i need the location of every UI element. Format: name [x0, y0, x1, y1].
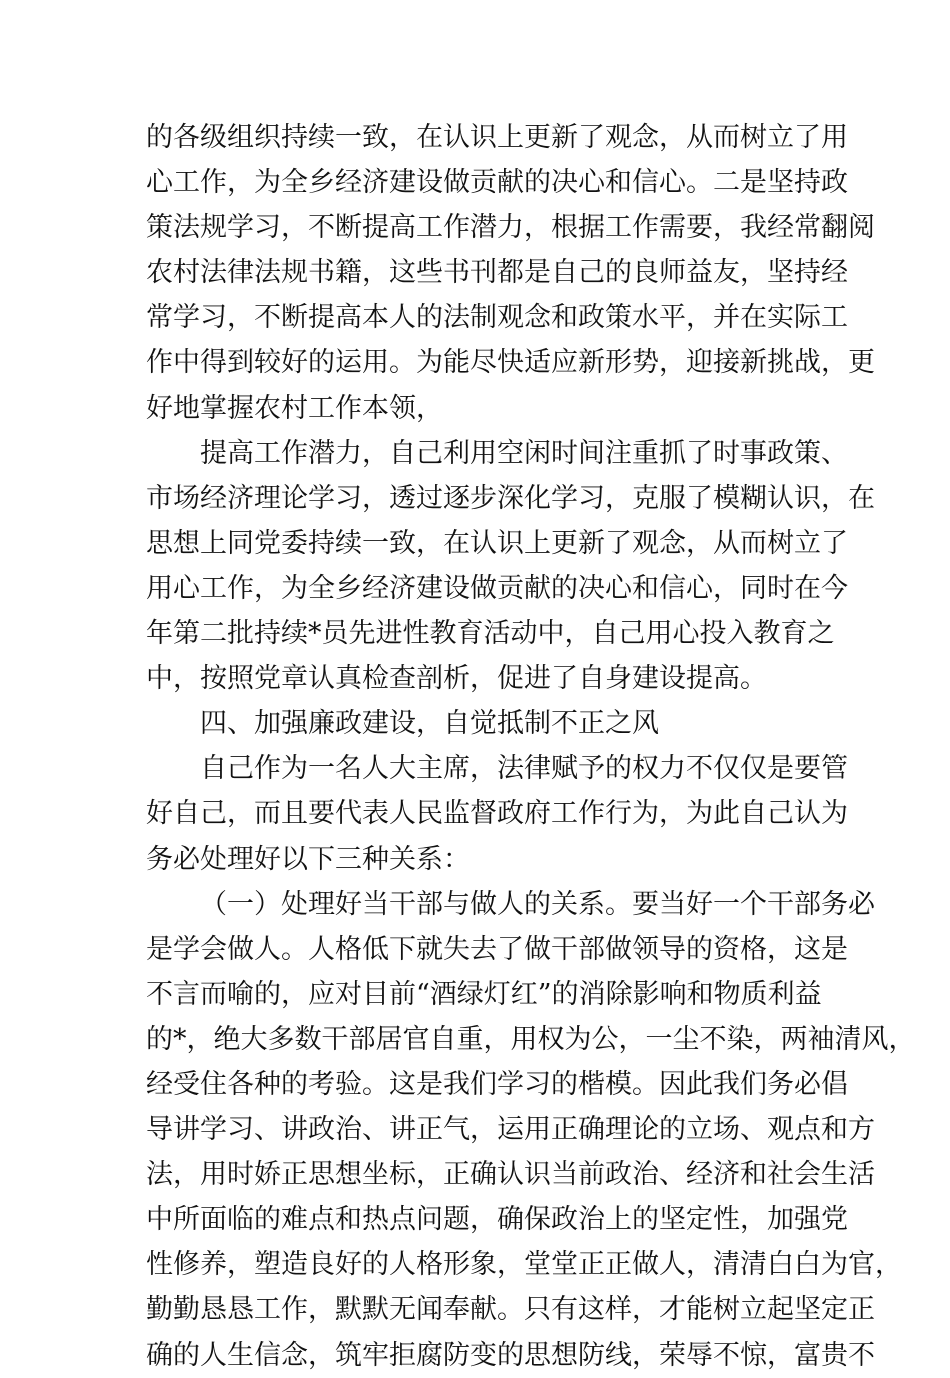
section-heading: 四、加强廉政建设，自觉抵制不正之风 — [200, 708, 659, 740]
text-line: 中所面临的难点和热点问题，确保政治上的坚定性，加强党 — [146, 1204, 848, 1236]
text-line: 常学习，不断提高本人的法制观念和政策水平，并在实际工 — [146, 302, 848, 334]
body-text — [146, 115, 916, 1378]
text-line: 市场经济理论学习，透过逐步深化学习，克服了模糊认识，在 — [146, 482, 875, 514]
text-line: 用心工作，为全乡经济建设做贡献的决心和信心，同时在今 — [146, 572, 848, 604]
text-line: 提高工作潜力，自己利用空闲时间注重抓了时事政策、 — [200, 437, 848, 469]
text-line: （一）处理好当干部与做人的关系。要当好一个干部务必 — [200, 888, 875, 920]
text-line: 勤勤恳恳工作，默默无闻奉献。只有这样，才能树立起坚定正 — [146, 1294, 875, 1326]
text-line: 思想上同党委持续一致，在认识上更新了观念，从而树立了 — [146, 527, 848, 559]
text-line: 自己作为一名人大主席，法律赋予的权力不仅仅是要管 — [200, 753, 848, 785]
text-line: 作中得到较好的运用。为能尽快适应新形势，迎接新挑战，更 — [146, 347, 875, 379]
text-line: 是学会做人。人格低下就失去了做干部做领导的资格，这是 — [146, 933, 848, 965]
text-line: 好自己，而且要代表人民监督政府工作行为，为此自己认为 — [146, 798, 848, 830]
text-line: 确的人生信念，筑牢拒腐防变的思想防线，荣辱不惊，富贵不 — [146, 1339, 875, 1371]
text-line: 性修养，塑造良好的人格形象，堂堂正正做人，清清白白为官， — [146, 1249, 902, 1281]
text-line: 农村法律法规书籍，这些书刊都是自己的良师益友，坚持经 — [146, 257, 848, 289]
text-line: 的*，绝大多数干部居官自重，用权为公，一尘不染，两袖清风， — [146, 1023, 916, 1055]
text-line: 年第二批持续*员先进性教育活动中，自己用心投入教育之 — [146, 618, 835, 650]
text-line: 心工作，为全乡经济建设做贡献的决心和信心。二是坚持政 — [146, 167, 848, 199]
text-line: 法，用时娇正思想坐标，正确认识当前政治、经济和社会生活 — [146, 1159, 875, 1191]
text-line: 中，按照党章认真检查剖析，促进了自身建设提高。 — [146, 663, 767, 695]
text-line: 的各级组织持续一致，在认识上更新了观念，从而树立了用 — [146, 122, 848, 153]
text-line: 经受住各种的考验。这是我们学习的楷模。因此我们务必倡 — [146, 1068, 848, 1100]
text-line: 不言而喻的，应对目前“酒绿灯红”的消除影响和物质利益 — [146, 978, 822, 1010]
text-line: 策法规学习，不断提高工作潜力，根据工作需要，我经常翻阅 — [146, 212, 875, 244]
text-line: 务必处理好以下三种关系： — [146, 843, 470, 875]
text-line: 好地掌握农村工作本领， — [146, 392, 443, 424]
text-line: 导讲学习、讲政治、讲正气，运用正确理论的立场、观点和方 — [146, 1114, 875, 1146]
